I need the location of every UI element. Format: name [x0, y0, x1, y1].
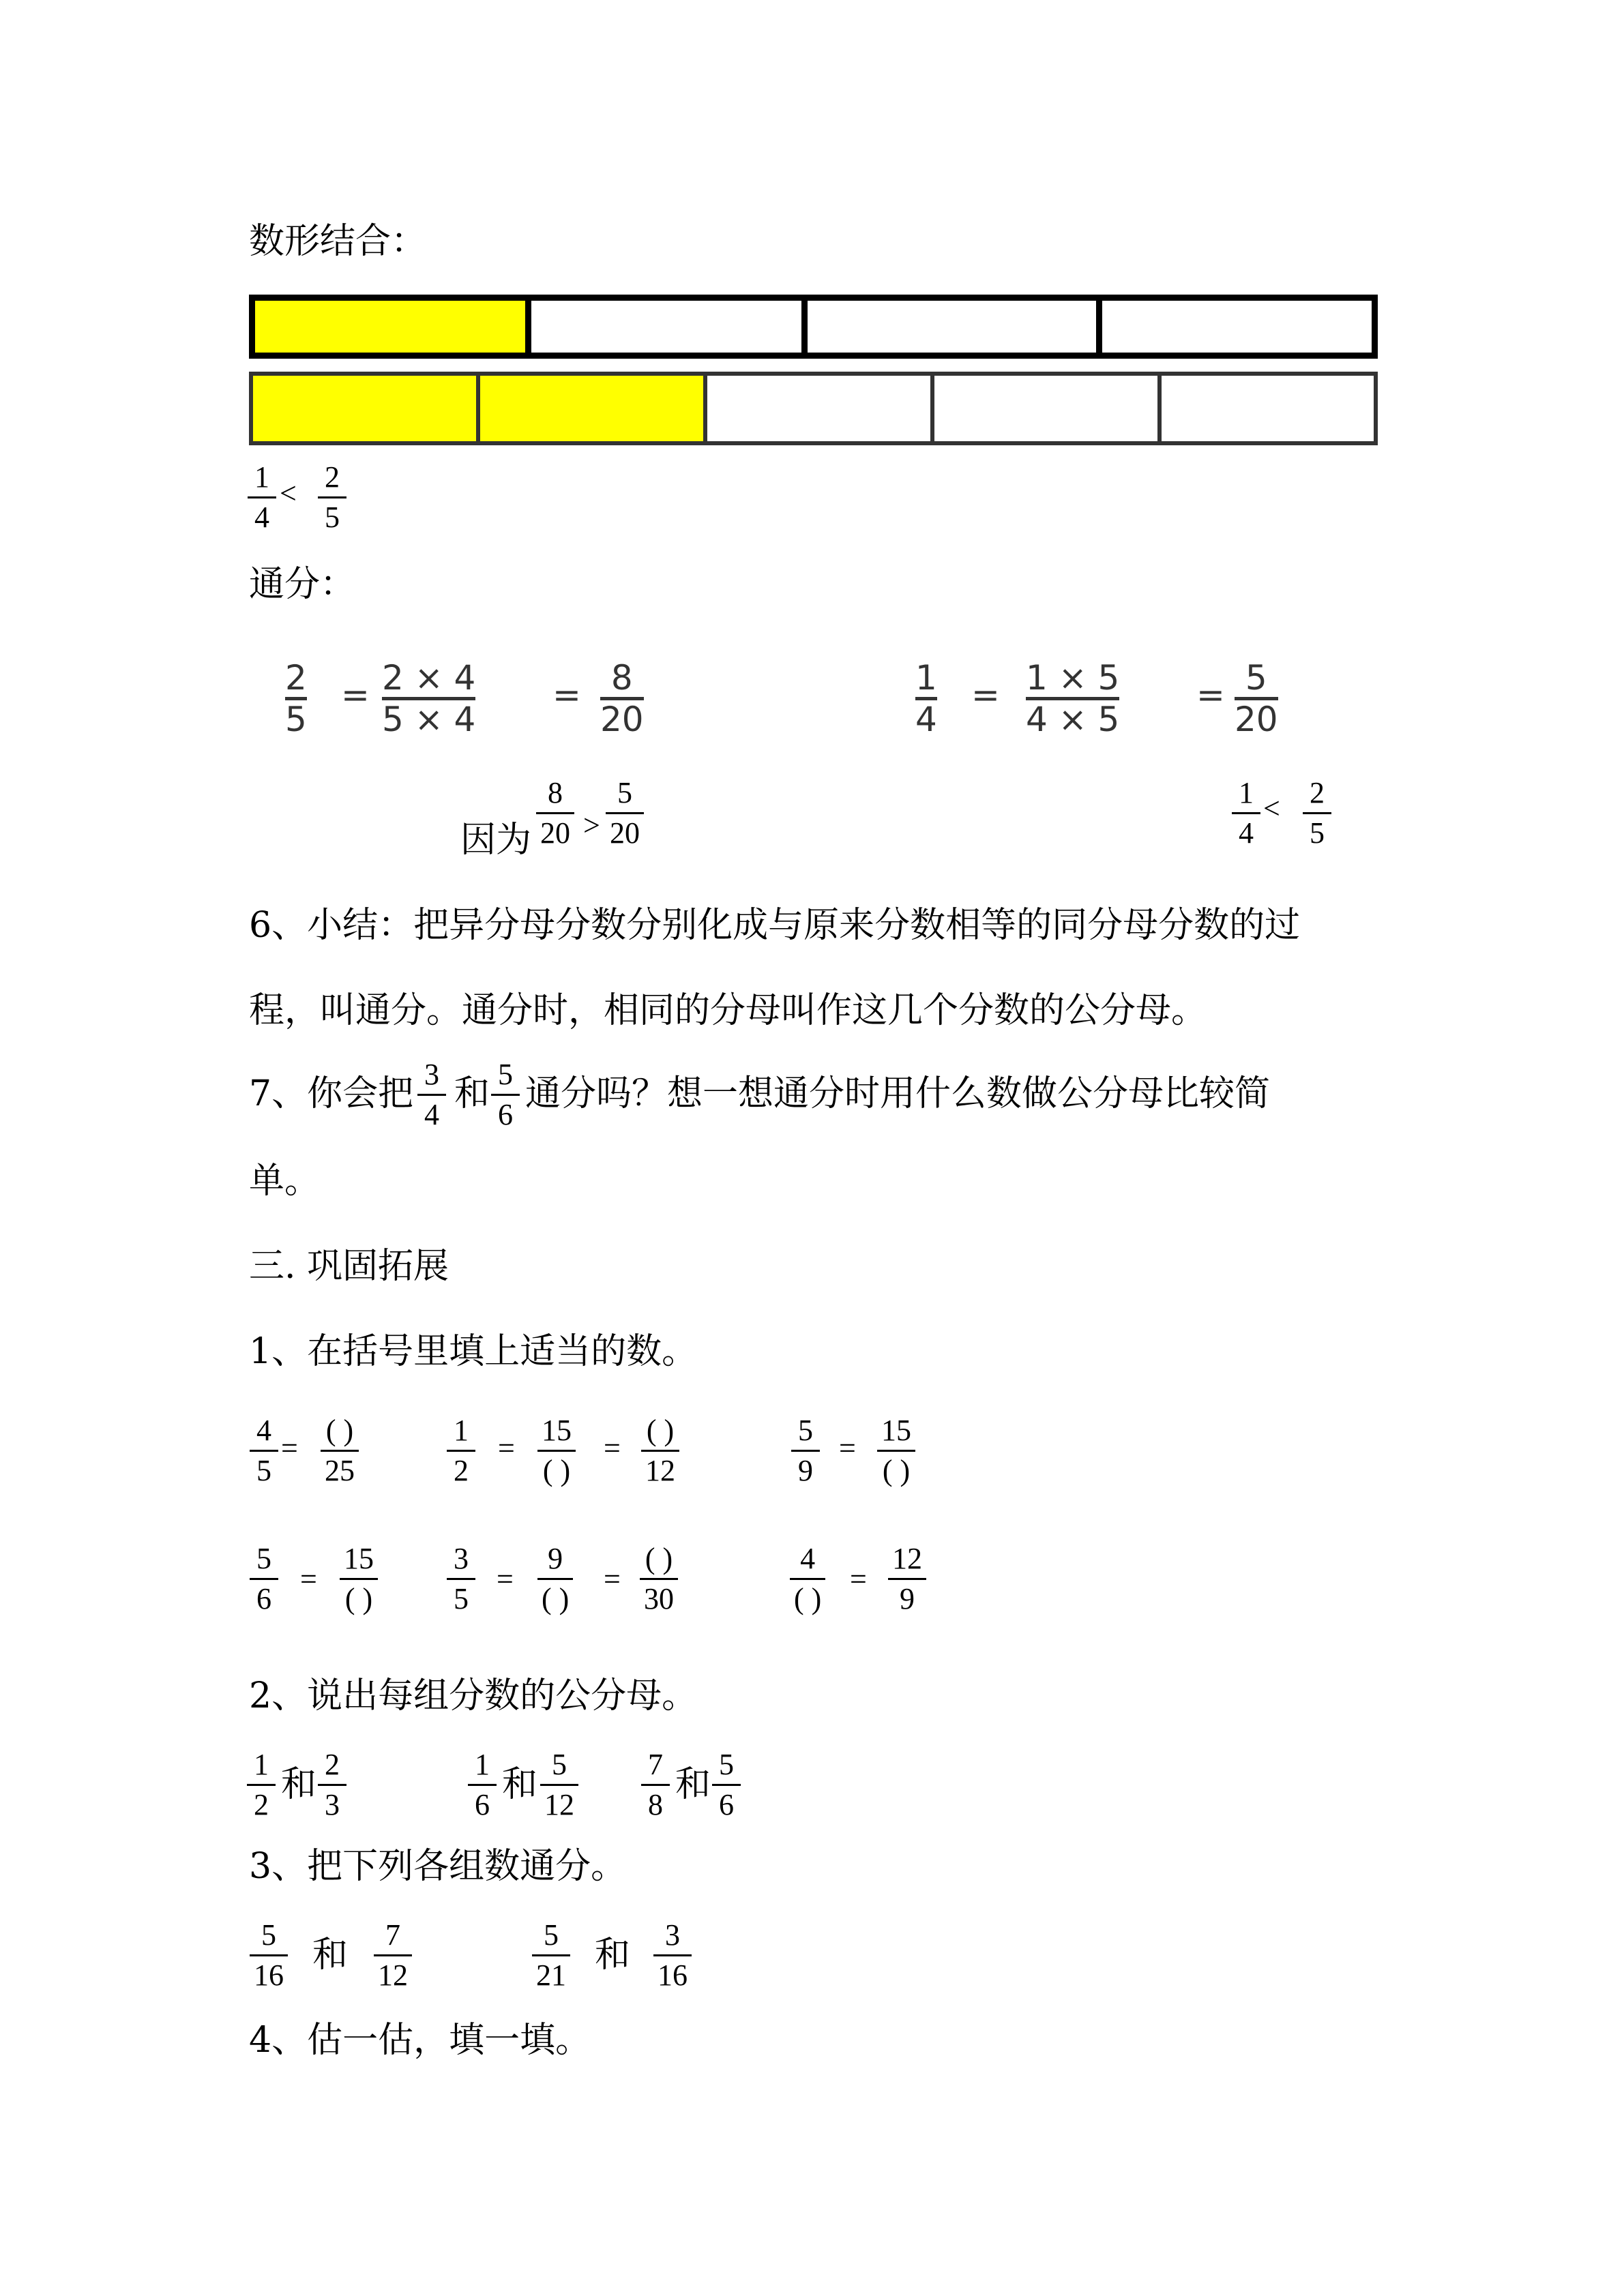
- fraction: 8 20: [600, 658, 644, 739]
- fraction: 15 ( ): [537, 1412, 576, 1490]
- summary-line-1: 6、小结：把异分母分数分别化成与原来分数相等的同分母分数的过: [249, 905, 1301, 946]
- heading-tongfen: 通分：: [249, 564, 356, 605]
- fraction: 1 2: [247, 1746, 276, 1824]
- fifth-bar-segment: [249, 372, 480, 445]
- equals-sign: =: [850, 1562, 867, 1596]
- fraction: 1 2: [447, 1412, 475, 1490]
- and-word: 和: [502, 1764, 538, 1805]
- fraction: 5 16: [250, 1916, 288, 1995]
- fraction: 5 6: [250, 1540, 278, 1618]
- fraction: 1 × 5 4 × 5: [1026, 658, 1120, 739]
- fraction: 5 20: [606, 774, 644, 852]
- fraction: 4 5: [250, 1412, 278, 1490]
- equals-sign: =: [341, 675, 370, 715]
- fraction: 7 12: [374, 1916, 412, 1995]
- q7-and: 和: [454, 1073, 490, 1114]
- equals-sign: =: [604, 1431, 621, 1465]
- exercise-2-title: 2、说出每组分数的公分母。: [249, 1675, 698, 1716]
- fraction: 2 5: [318, 458, 346, 537]
- equals-sign: =: [498, 1431, 515, 1465]
- fraction: 9 ( ): [537, 1540, 573, 1618]
- fraction: 5 6: [712, 1746, 741, 1824]
- and-word: 和: [281, 1764, 317, 1805]
- fifth-bar-segment: [703, 372, 934, 445]
- exercise-4-title: 4、估一估，填一填。: [249, 2020, 591, 2061]
- quarter-bar-segment: [801, 295, 1102, 359]
- fraction: 5 9: [791, 1412, 820, 1490]
- equals-sign: =: [971, 675, 1000, 715]
- equals-sign: =: [300, 1562, 317, 1596]
- fraction: 12 9: [888, 1540, 926, 1618]
- greater-than-sign: >: [583, 809, 600, 842]
- less-than-sign: <: [1263, 792, 1280, 825]
- fraction: 8 20: [536, 774, 574, 852]
- less-than-sign: <: [280, 477, 297, 510]
- and-word: 和: [595, 1935, 631, 1976]
- section-three-heading: 三. 巩固拓展: [249, 1246, 449, 1287]
- fraction: 15 ( ): [877, 1412, 915, 1490]
- fraction: 2 3: [318, 1746, 346, 1824]
- equals-sign: =: [1196, 675, 1225, 715]
- fraction: 4 ( ): [790, 1540, 825, 1618]
- fraction: 3 5: [447, 1540, 475, 1618]
- heading-shuxing: 数形结合：: [249, 221, 427, 262]
- summary-line-2: 程，叫通分。通分时，相同的分母叫作这几个分数的公分母。: [249, 990, 1207, 1031]
- fraction: 1 4: [915, 658, 937, 739]
- fraction: ( ) 12: [641, 1412, 679, 1490]
- fraction: 7 8: [641, 1746, 670, 1824]
- because-label: 因为: [460, 820, 532, 861]
- exercise-1-title: 1、在括号里填上适当的数。: [249, 1331, 698, 1372]
- equals-sign: =: [839, 1431, 856, 1465]
- quarter-bar: [249, 295, 1378, 359]
- fraction: 2 5: [285, 658, 307, 739]
- q7-line-2: 单。: [249, 1161, 321, 1202]
- fraction: 2 5: [1303, 774, 1331, 852]
- fraction: 5 21: [532, 1916, 570, 1995]
- fifth-bar-segment: [930, 372, 1162, 445]
- fraction: 5 12: [540, 1746, 578, 1824]
- quarter-bar-segment: [525, 295, 808, 359]
- q7-suffix: 通分吗？想一想通分时用什么数做公分母比较简: [525, 1073, 1271, 1114]
- and-word: 和: [675, 1764, 711, 1805]
- fifth-bar: [249, 372, 1378, 445]
- equals-sign: =: [281, 1431, 298, 1465]
- quarter-bar-segment: [1096, 295, 1378, 359]
- equals-sign: =: [604, 1562, 621, 1596]
- fifth-bar-segment: [1157, 372, 1378, 445]
- fraction: 5 6: [491, 1056, 520, 1134]
- fraction: 15 ( ): [340, 1540, 378, 1618]
- equals-sign: =: [497, 1562, 514, 1596]
- q7-prefix: 7、你会把: [249, 1073, 414, 1114]
- fraction: 1 6: [468, 1746, 497, 1824]
- fraction: 2 × 4 5 × 4: [382, 658, 476, 739]
- fraction: 5 20: [1235, 658, 1278, 739]
- exercise-3-title: 3、把下列各组数通分。: [249, 1846, 627, 1887]
- quarter-bar-segment: [249, 295, 531, 359]
- fifth-bar-segment: [476, 372, 707, 445]
- fraction: 1 4: [1232, 774, 1260, 852]
- fraction: 3 4: [417, 1056, 446, 1134]
- equals-sign: =: [552, 675, 581, 715]
- fraction: ( ) 30: [640, 1540, 678, 1618]
- fraction: 3 16: [653, 1916, 692, 1995]
- fraction: ( ) 25: [321, 1412, 359, 1490]
- and-word: 和: [312, 1935, 349, 1976]
- fraction: 1 4: [248, 458, 276, 537]
